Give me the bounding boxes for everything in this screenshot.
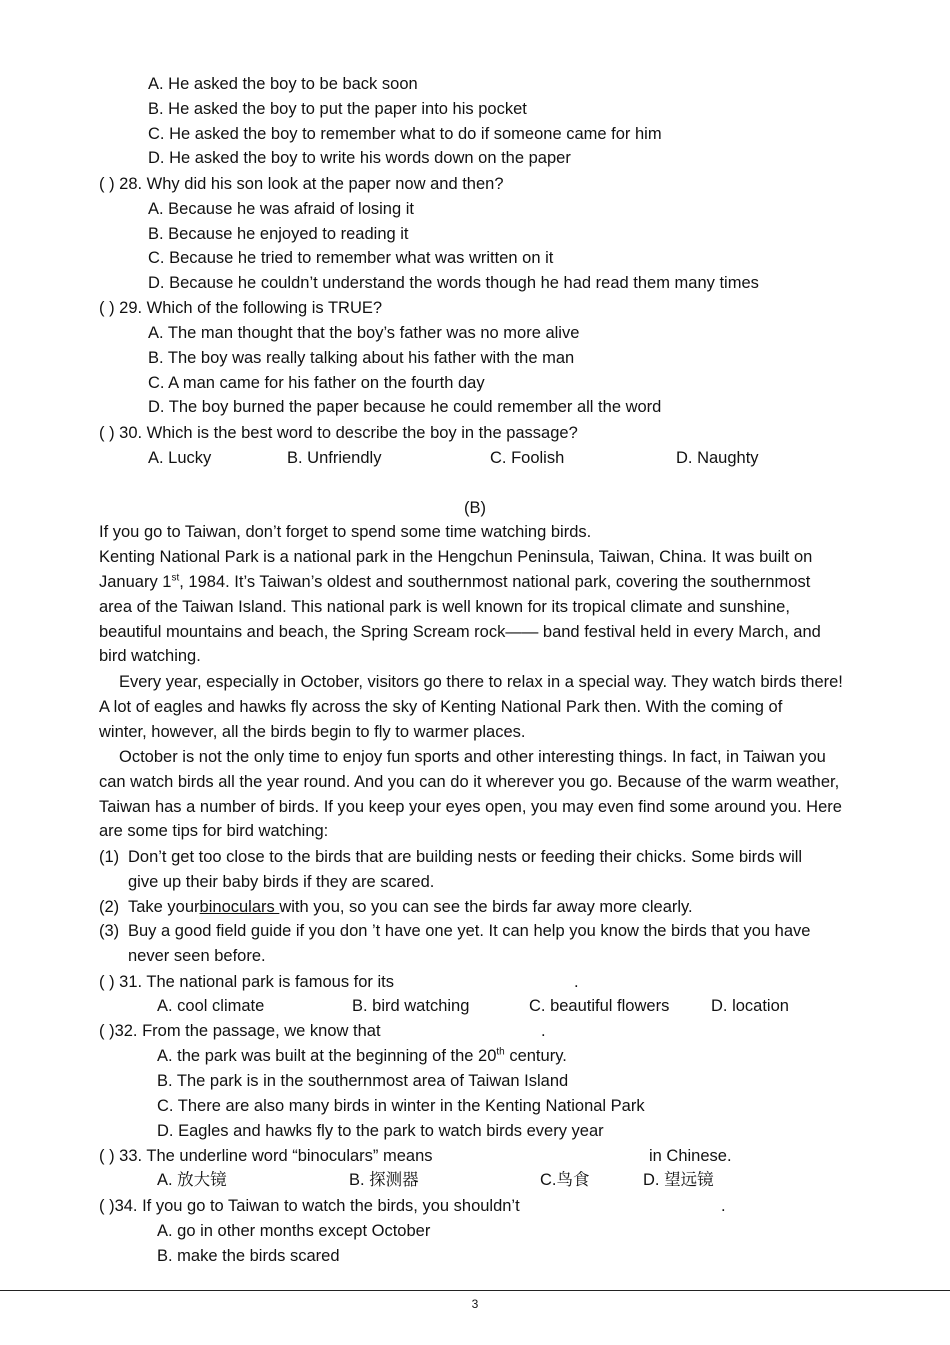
q33-option-d: D. 望远镜 [643,1171,714,1189]
q27-option-d: D. He asked the boy to write his words down on the paper [148,149,571,167]
q27-option-c: C. He asked the boy to remember what to do if someone came for him [148,125,662,143]
q32-option-a-tail: century. [504,1047,567,1065]
passage-p3-line2: can watch birds all the year round. And you can do it wherever you go. Because of the warm weather, [99,773,840,791]
tip-2-number: (2) [99,898,120,916]
footer-divider [0,1290,950,1291]
q30-option-d: D. Naughty [676,449,759,467]
q31-blank-period: . [574,973,579,991]
passage-p1-line3: area of the Taiwan Island. This national park is well known for its tropical climate and sunshine, [99,598,790,616]
q32-option-a-superscript: th [496,1046,505,1058]
date-text: January 1 [99,573,172,591]
q32-option-a-text: A. the park was built at the beginning of the 20 [157,1047,497,1065]
q30-stem: ( ) 30. Which is the best word to describe the boy in the passage? [99,424,578,442]
passage-p1-line5: bird watching. [99,647,201,665]
q32-option-c: C. There are also many birds in winter in the Kenting National Park [157,1097,645,1115]
q27-option-a: A. He asked the boy to be back soon [148,75,418,93]
passage-p2-line2: A lot of eagles and hawks fly across the sky of Kenting National Park then. With the coming of [99,698,783,716]
passage-intro: If you go to Taiwan, don’t forget to spend some time watching birds. [99,523,592,541]
tip-1-line2: give up their baby birds if they are scared. [128,873,435,891]
page-number: 3 [471,1297,479,1311]
q34-stem: ( )34. If you go to Taiwan to watch the birds, you shouldn’t [99,1197,520,1215]
q32-option-d: D. Eagles and hawks fly to the park to watch birds every year [157,1122,604,1140]
q32-blank-period: . [541,1022,546,1040]
q31-stem: ( ) 31. The national park is famous for its [99,973,394,991]
tip-1-line1: Don’t get too close to the birds that are building nests or feeding their chicks. Some birds will [128,848,803,866]
tip-2-post: with you, so you can see the birds far away more clearly. [279,898,693,916]
p1-line2-rest: , 1984. It’s Taiwan’s oldest and southernmost national park, covering the southernmost [179,573,811,591]
q31-option-a: A. cool climate [157,997,265,1015]
passage-p2-line1: Every year, especially in October, visitors go there to relax in a special way. They watch birds there! [119,673,843,691]
tip-3-line2: never seen before. [128,947,266,965]
passage-p1-line2 [99,572,810,592]
q33-option-c: C.鸟食 [540,1171,590,1189]
passage-p3-line3: Taiwan has a number of birds. If you keep your eyes open, you may even find some around you. Here [99,798,842,816]
q32-stem: ( )32. From the passage, we know that [99,1022,381,1040]
binoculars-underlined-word: binoculars [199,898,280,916]
passage-p3-line1: October is not the only time to enjoy fun sports and other interesting things. In fact, in Taiwan you [119,748,826,766]
q33-stem-tail: in Chinese. [649,1147,732,1165]
q33-stem: ( ) 33. The underline word “binoculars” means [99,1147,433,1165]
q29-option-d: D. The boy burned the paper because he could remember all the word [148,398,662,416]
tip-2-pre: Take your [128,898,200,916]
q28-option-d: D. Because he couldn’t understand the words though he had read them many times [148,274,759,292]
q30-option-c: C. Foolish [490,449,565,467]
q31-option-c: C. beautiful flowers [529,997,670,1015]
q28-option-c: C. Because he tried to remember what was written on it [148,249,554,267]
q31-option-d: D. location [711,997,789,1015]
passage-p1-line4: beautiful mountains and beach, the Spring Scream rock—— band festival held in every March, and [99,623,821,641]
q30-option-b: B. Unfriendly [287,449,382,467]
q29-option-c: C. A man came for his father on the fourth day [148,374,485,392]
passage-p3-line4: are some tips for bird watching: [99,822,329,840]
section-b-title: (B) [464,499,486,517]
q33-option-a: A. 放大镜 [157,1171,227,1189]
tip-3-number: (3) [99,922,120,940]
q31-option-b: B. bird watching [352,997,470,1015]
tip-3-line1: Buy a good field guide if you don ’t have one yet. It can help you know the birds that you have [128,922,811,940]
q33-option-b: B. 探测器 [349,1171,419,1189]
q34-blank-period: . [721,1197,726,1215]
q34-option-a: A. go in other months except October [157,1222,431,1240]
tip-2-text [128,897,693,917]
date-superscript: st [171,572,180,584]
q29-stem: ( ) 29. Which of the following is TRUE? [99,299,383,317]
q32-option-a [157,1046,567,1066]
q29-option-b: B. The boy was really talking about his father with the man [148,349,575,367]
q30-option-a: A. Lucky [148,449,212,467]
q28-stem: ( ) 28. Why did his son look at the paper now and then? [99,175,504,193]
passage-p1-line1: Kenting National Park is a national park in the Hengchun Peninsula, Taiwan, China. It was built on [99,548,813,566]
q28-option-a: A. Because he was afraid of losing it [148,200,414,218]
passage-p2-line3: winter, however, all the birds begin to fly to warmer places. [99,723,526,741]
q27-option-b: B. He asked the boy to put the paper into his pocket [148,100,527,118]
q28-option-b: B. Because he enjoyed to reading it [148,225,409,243]
tip-1-number: (1) [99,848,120,866]
q32-option-b: B. The park is in the southernmost area of Taiwan Island [157,1072,569,1090]
q34-option-b: B. make the birds scared [157,1247,340,1265]
q29-option-a: A. The man thought that the boy’s father was no more alive [148,324,580,342]
